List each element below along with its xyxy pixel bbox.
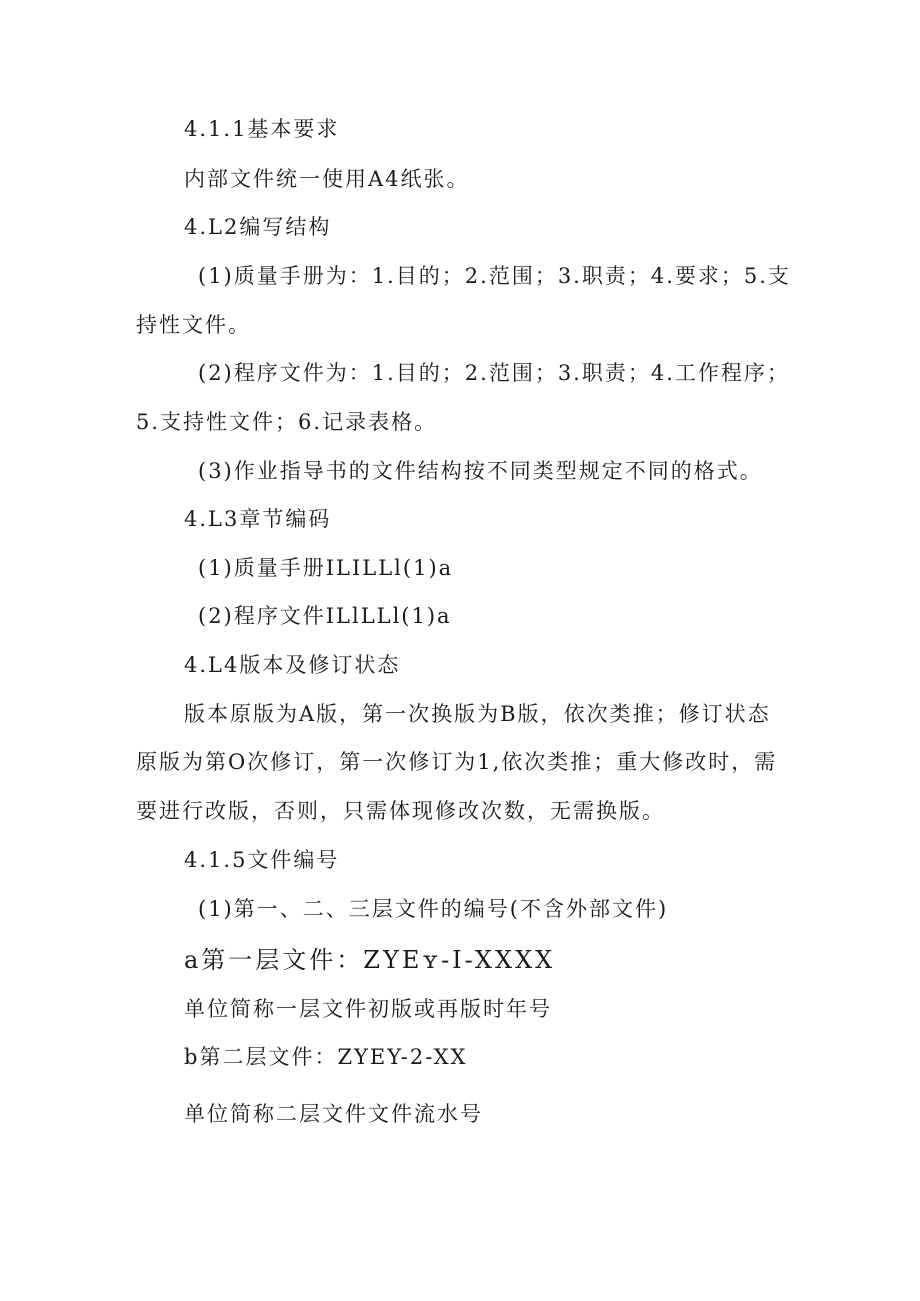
paragraph-version-line2: 原版为第O次修订，第一次修订为1,依次类推；重大修改时，需 xyxy=(136,750,778,774)
list-item-work-instruction: (3)作业指导书的文件结构按不同类型规定不同的格式。 xyxy=(198,459,763,483)
second-layer-description: 单位简称二层文件文件流水号 xyxy=(184,1102,483,1126)
first-layer-code: a第一层文件：ZYEʏ-I-XXXX xyxy=(184,946,556,974)
list-item-procedure-file-line1: (2)程序文件为：1.目的；2.范围；3.职责；4.工作程序； xyxy=(198,361,790,385)
list-item-procedure-file-line2: 5.支持性文件；6.记录表格。 xyxy=(136,410,438,434)
list-item-file-numbering: (1)第一、二、三层文件的编号(不含外部文件) xyxy=(198,897,669,921)
heading-4-1-1: 4.1.1基本要求 xyxy=(184,117,340,141)
list-item-procedure-file-code: (2)程序文件ILlLLl(1)a xyxy=(198,604,452,628)
heading-4-1-5: 4.1.5文件编号 xyxy=(184,848,340,872)
heading-4-1-3: 4.L3章节编码 xyxy=(184,507,332,531)
list-item-quality-manual-code: (1)质量手册ILILLl(1)a xyxy=(198,556,454,580)
paragraph-version-line3: 要进行改版，否则，只需体现修改次数，无需换版。 xyxy=(136,799,665,823)
list-item-quality-manual-line1: (1)质量手册为：1.目的；2.范围；3.职责；4.要求；5.支 xyxy=(198,264,791,288)
first-layer-description: 单位简称一层文件初版或再版时年号 xyxy=(184,997,552,1021)
heading-4-1-4: 4.L4版本及修订状态 xyxy=(184,653,401,677)
paragraph-a4-paper: 内部文件统一使用A4纸张。 xyxy=(184,167,470,191)
second-layer-code: b第二层文件：ZYEY-2-XX xyxy=(184,1045,468,1069)
paragraph-version-line1: 版本原版为A版，第一次换版为B版，依次类推；修订状态 xyxy=(184,702,771,726)
list-item-quality-manual-line2: 持性文件。 xyxy=(136,313,251,337)
heading-4-1-2: 4.L2编写结构 xyxy=(184,215,332,239)
